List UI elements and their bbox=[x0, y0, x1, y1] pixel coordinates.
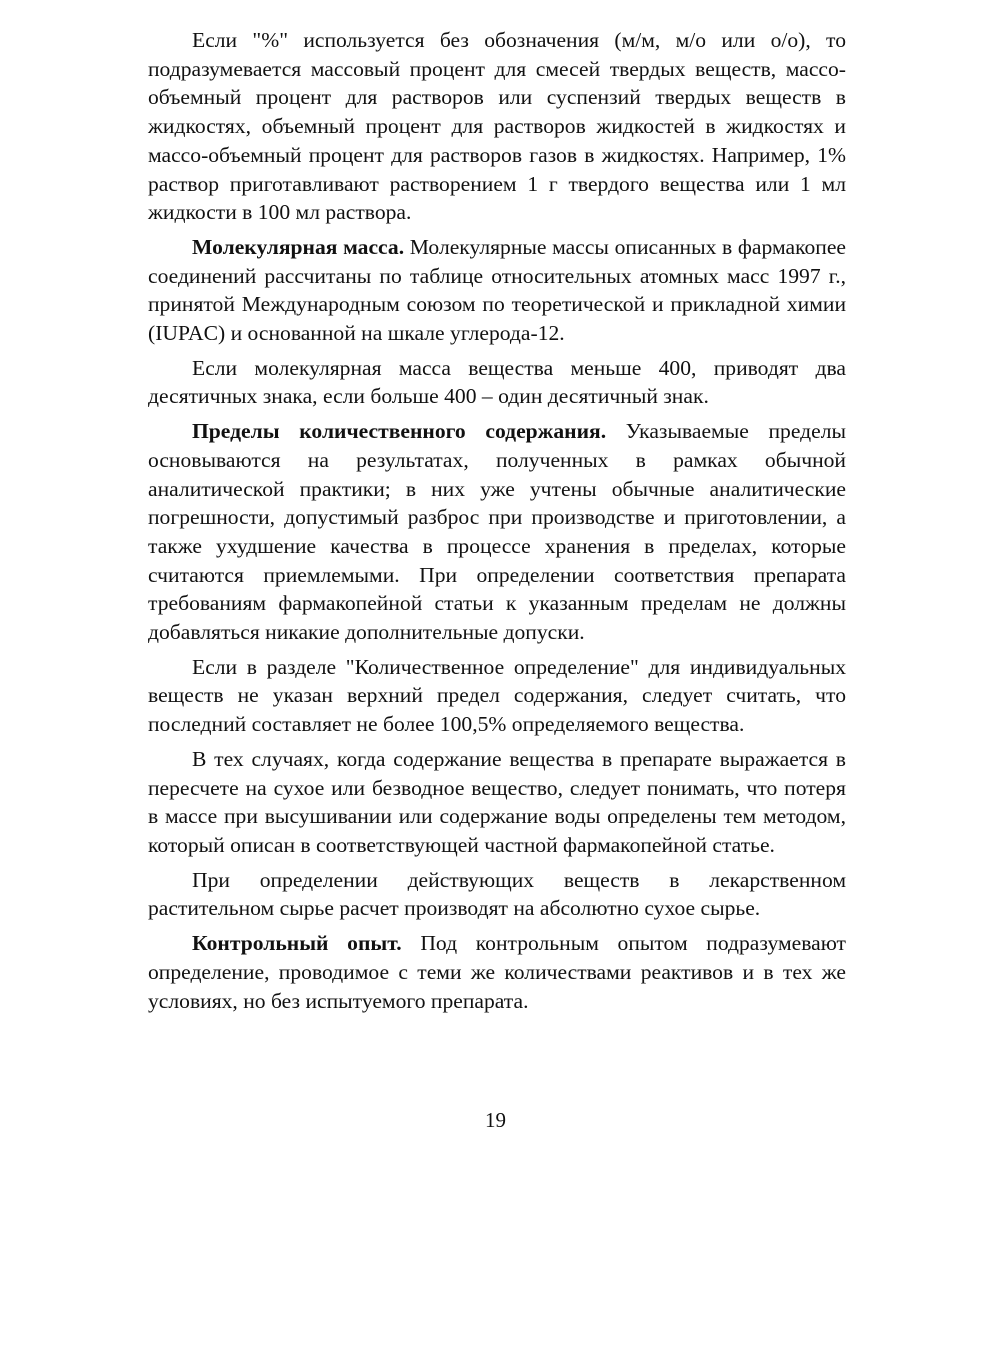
paragraph-molecular-mass bbox=[148, 233, 846, 348]
paragraph-text: В тех случаях, когда содержание вещества в препарате выражается в пересчете на сухое или безводное вещество, следует понимать, что потеря в массе при высушивании или содержание воды определены тем методом, который описан в соответствующей частной фармакопейной статье. bbox=[148, 746, 846, 857]
page-body bbox=[148, 26, 846, 1021]
paragraph-dry-basis bbox=[148, 745, 846, 860]
paragraph-text: При определении действующих веществ в лекарственном растительном сырье расчет производят на абсолютно сухое сырье. bbox=[148, 867, 846, 921]
paragraph-text: Если в разделе "Количественное определение" для индивидуальных веществ не указан верхний предел содержания, следует считать, что последний составляет не более 100,5% определяемого вещества. bbox=[148, 654, 846, 737]
paragraph-lead: Молекулярная масса. bbox=[192, 234, 405, 259]
paragraph-text: Молекулярные массы описанных в фармакопее соединений рассчитаны по таблице относительных атомных масс 1997 г., принятой Международным союзом по теоретической и прикладной химии (IUPAC) и основанной на шкале углерода-12. bbox=[148, 234, 846, 346]
paragraph-herbal-raw-material bbox=[148, 866, 846, 923]
paragraph-control-experiment bbox=[148, 929, 846, 1015]
paragraph-lead: Пределы количественного содержания. bbox=[192, 419, 607, 444]
paragraph-text: Если молекулярная масса вещества меньше 400, приводят два десятичных знака, если больше 400 – один десятичный знак. bbox=[148, 355, 846, 409]
paragraph-lead: Контрольный опыт. bbox=[192, 931, 402, 956]
paragraph-decimal-places bbox=[148, 354, 846, 411]
paragraph-text: Указываемые пределы основываются на результатах, полученных в рамках обычной аналитической практики; в них уже учтены обычные аналитические погрешности, допустимый разброс при производстве и приготовлении, а также ухудшение качества в процессе хранения в пределах, которые считаются приемлемыми. При определении соответствия препарата требованиям фармакопейной статьи к указанным пределам не должны добавляться никакие дополнительные допуски. bbox=[148, 419, 846, 645]
paragraph-content-limits bbox=[148, 417, 846, 647]
paragraph-upper-limit bbox=[148, 653, 846, 739]
paragraph-text: Если "%" используется без обозначения (м/м, м/о или о/о), то подразумевается массовый процент для смесей твердых веществ, массо-объемный процент для растворов или суспензий твердых веществ в жидкостях, объемный процент для растворов жидкостей в жидкостях и массо-объемный процент для растворов газов в жидкостях. Например, 1% раствор приготавливают растворением 1 г твердого вещества или 1 мл жидкости в 100 мл раствора. bbox=[148, 28, 846, 225]
paragraph-percent-notation bbox=[148, 26, 846, 227]
paragraph-text: Под контрольным опытом подразумевают определение, проводимое с теми же количествами реактивов и в тех же условиях, но без испытуемого препарата. bbox=[148, 931, 846, 1013]
page-number: 19 bbox=[485, 1108, 506, 1132]
